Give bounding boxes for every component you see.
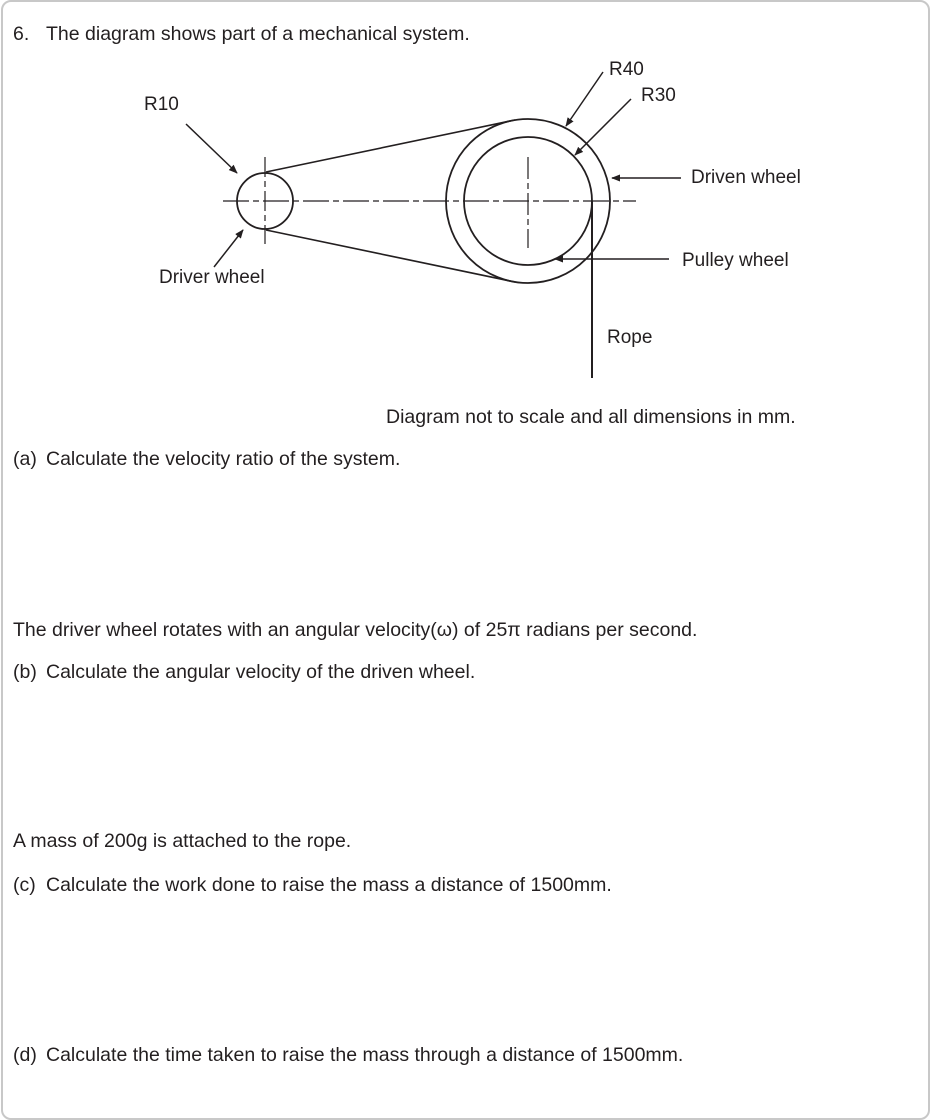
label-r40: R40 [609,59,644,80]
part-b-label: (b) [13,661,37,683]
label-r30: R30 [641,85,676,106]
diagram-note: Diagram not to scale and all dimensions in mm. [386,406,796,428]
label-rope: Rope [607,327,653,348]
belt-top [266,120,515,172]
part-a-label: (a) [13,448,37,470]
belt-bottom [266,230,515,282]
part-a-text: Calculate the velocity ratio of the system. [46,448,401,470]
part-b-intro: The driver wheel rotates with an angular velocity(ω) of 25π radians per second. [13,619,698,641]
label-pulley-wheel: Pulley wheel [682,250,789,271]
part-c-label: (c) [13,874,36,896]
label-r10: R10 [144,94,179,115]
question-intro: The diagram shows part of a mechanical system. [46,23,470,45]
part-c-text: Calculate the work done to raise the mass a distance of 1500mm. [46,874,612,896]
question-number: 6. [13,23,30,45]
part-c-intro: A mass of 200g is attached to the rope. [13,830,352,852]
part-d-text: Calculate the time taken to raise the mass through a distance of 1500mm. [46,1044,684,1066]
part-d-label: (d) [13,1044,37,1066]
r40-arrow [566,72,603,126]
mechanical-system-diagram [0,0,936,440]
label-driver-wheel: Driver wheel [159,267,265,288]
driver-wheel-arrow [214,230,243,267]
label-driven-wheel: Driven wheel [691,167,801,188]
r30-arrow [575,99,631,155]
part-b-text: Calculate the angular velocity of the driven wheel. [46,661,476,683]
r10-arrow [186,124,237,173]
